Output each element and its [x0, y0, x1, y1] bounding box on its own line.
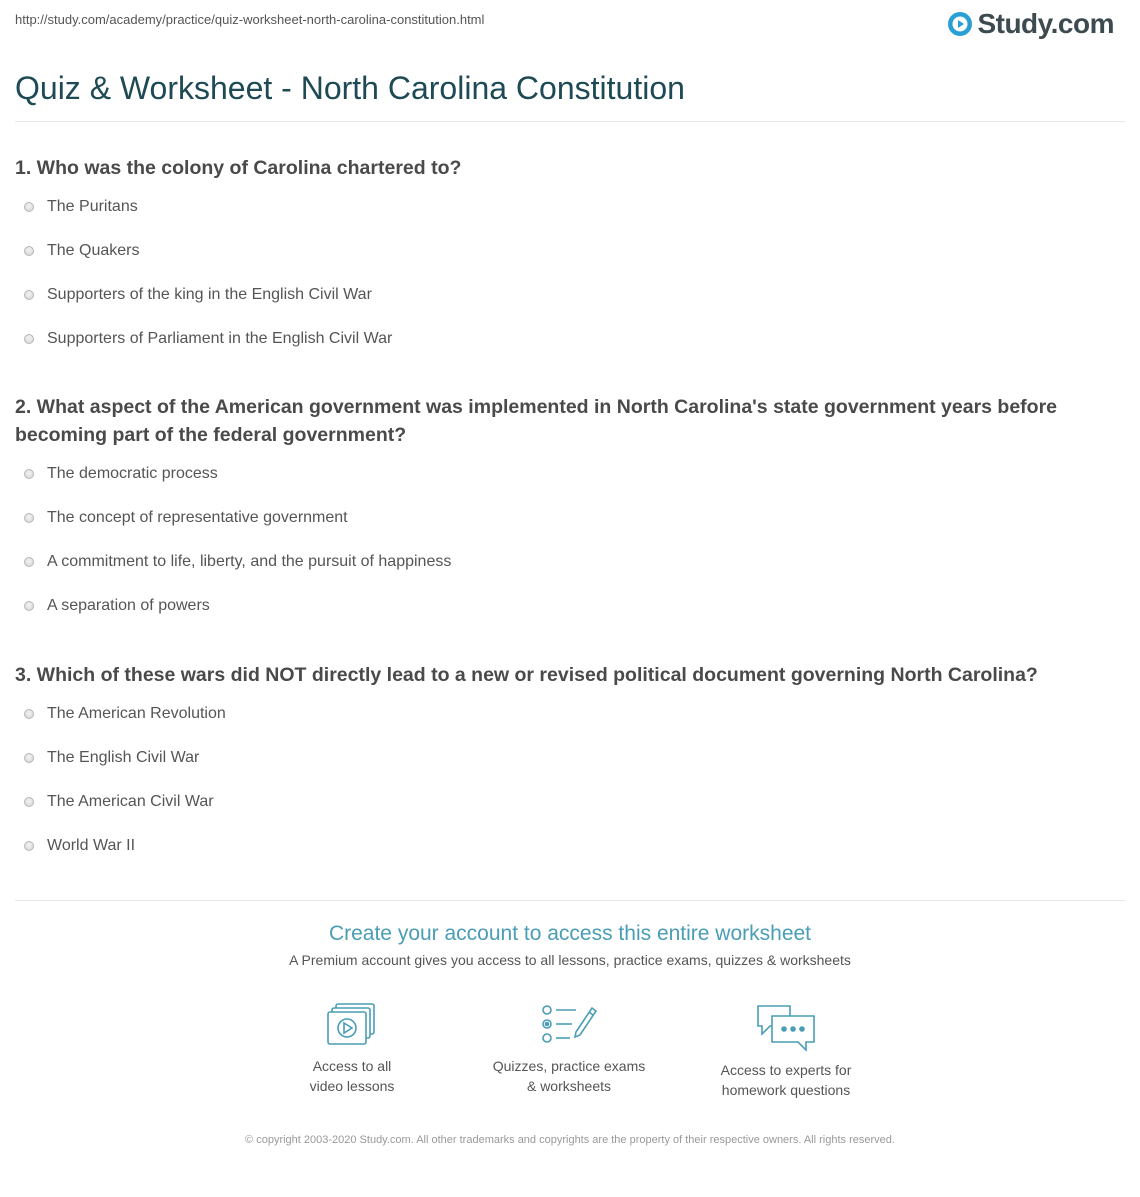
radio-button[interactable] — [24, 557, 34, 567]
page-url: http://study.com/academy/practice/quiz-worksheet-north-carolina-constitution.html — [15, 12, 485, 27]
radio-button[interactable] — [24, 290, 34, 300]
answer-option[interactable] — [15, 499, 1105, 543]
question-text: 2. What aspect of the American government was implemented in North Carolina's state government years before becoming part of the federal government? — [15, 396, 1058, 446]
answer-list — [15, 695, 1105, 871]
answer-label: The American Revolution — [47, 705, 226, 722]
answer-label: The Quakers — [47, 242, 140, 259]
study-logo[interactable] — [947, 8, 1114, 40]
question-text: 3. Which of these wars did NOT directly lead to a new or revised political document governing North Carolina? — [15, 664, 1038, 686]
radio-button[interactable] — [24, 601, 34, 611]
question-1 — [15, 154, 1105, 364]
radio-button[interactable] — [24, 753, 34, 763]
question-2 — [15, 393, 1105, 631]
radio-button[interactable] — [24, 709, 34, 719]
divider — [15, 900, 1125, 901]
feature-line: Access to all — [312, 1058, 392, 1074]
question-text: 1. Who was the colony of Carolina chartered to? — [15, 157, 462, 179]
answer-label: World War II — [47, 837, 136, 854]
play-circle-icon — [947, 11, 973, 37]
video-lessons-icon — [326, 1002, 378, 1048]
answer-label: The Puritans — [47, 198, 138, 215]
answer-label: Supporters of Parliament in the English Civil War — [47, 330, 393, 347]
radio-button[interactable] — [24, 469, 34, 479]
divider — [15, 121, 1125, 122]
page-title: Quiz & Worksheet - North Carolina Constitution — [15, 70, 685, 106]
answer-label: A separation of powers — [47, 597, 210, 614]
answer-option[interactable] — [15, 188, 1105, 232]
feature-line: Quizzes, practice exams — [492, 1058, 646, 1074]
radio-button[interactable] — [24, 334, 34, 344]
promo-title[interactable]: Create your account to access this entire worksheet — [328, 922, 812, 945]
question-3 — [15, 661, 1105, 871]
answer-option[interactable] — [15, 320, 1105, 364]
feature-line: Access to experts for — [720, 1062, 852, 1078]
answer-label: The American Civil War — [47, 793, 214, 810]
answer-option[interactable] — [15, 783, 1105, 827]
answer-list — [15, 188, 1105, 364]
radio-button[interactable] — [24, 513, 34, 523]
feature-experts — [696, 1002, 876, 1100]
answer-option[interactable] — [15, 695, 1105, 739]
feature-video-lessons — [262, 1002, 442, 1096]
answer-option[interactable] — [15, 587, 1105, 631]
feature-line: homework questions — [721, 1082, 851, 1098]
feature-line: video lessons — [309, 1078, 395, 1094]
radio-button[interactable] — [24, 797, 34, 807]
feature-quizzes — [479, 1002, 659, 1096]
promo-subtitle: A Premium account gives you access to all lessons, practice exams, quizzes & worksheets — [289, 952, 851, 968]
answer-label: Supporters of the king in the English Civil War — [47, 286, 372, 303]
chat-bubbles-icon — [754, 1002, 818, 1052]
answer-list — [15, 455, 1105, 631]
feature-line: & worksheets — [526, 1078, 612, 1094]
quiz-checklist-icon — [540, 1002, 598, 1048]
radio-button[interactable] — [24, 246, 34, 256]
answer-option[interactable] — [15, 739, 1105, 783]
radio-button[interactable] — [24, 841, 34, 851]
answer-option[interactable] — [15, 455, 1105, 499]
answer-option[interactable] — [15, 827, 1105, 871]
answer-label: The concept of representative government — [47, 509, 348, 526]
copyright-footer: © copyright 2003-2020 Study.com. All other trademarks and copyrights are the property of their respective owners. All rights reserved. — [245, 1134, 895, 1146]
top-bar — [0, 0, 1140, 50]
radio-button[interactable] — [24, 202, 34, 212]
answer-label: A commitment to life, liberty, and the pursuit of happiness — [47, 553, 452, 570]
answer-option[interactable] — [15, 543, 1105, 587]
signup-promo — [0, 922, 1140, 968]
answer-option[interactable] — [15, 232, 1105, 276]
answer-label: The English Civil War — [47, 749, 200, 766]
answer-option[interactable] — [15, 276, 1105, 320]
logo-text: Study.com — [977, 8, 1114, 39]
answer-label: The democratic process — [47, 465, 218, 482]
